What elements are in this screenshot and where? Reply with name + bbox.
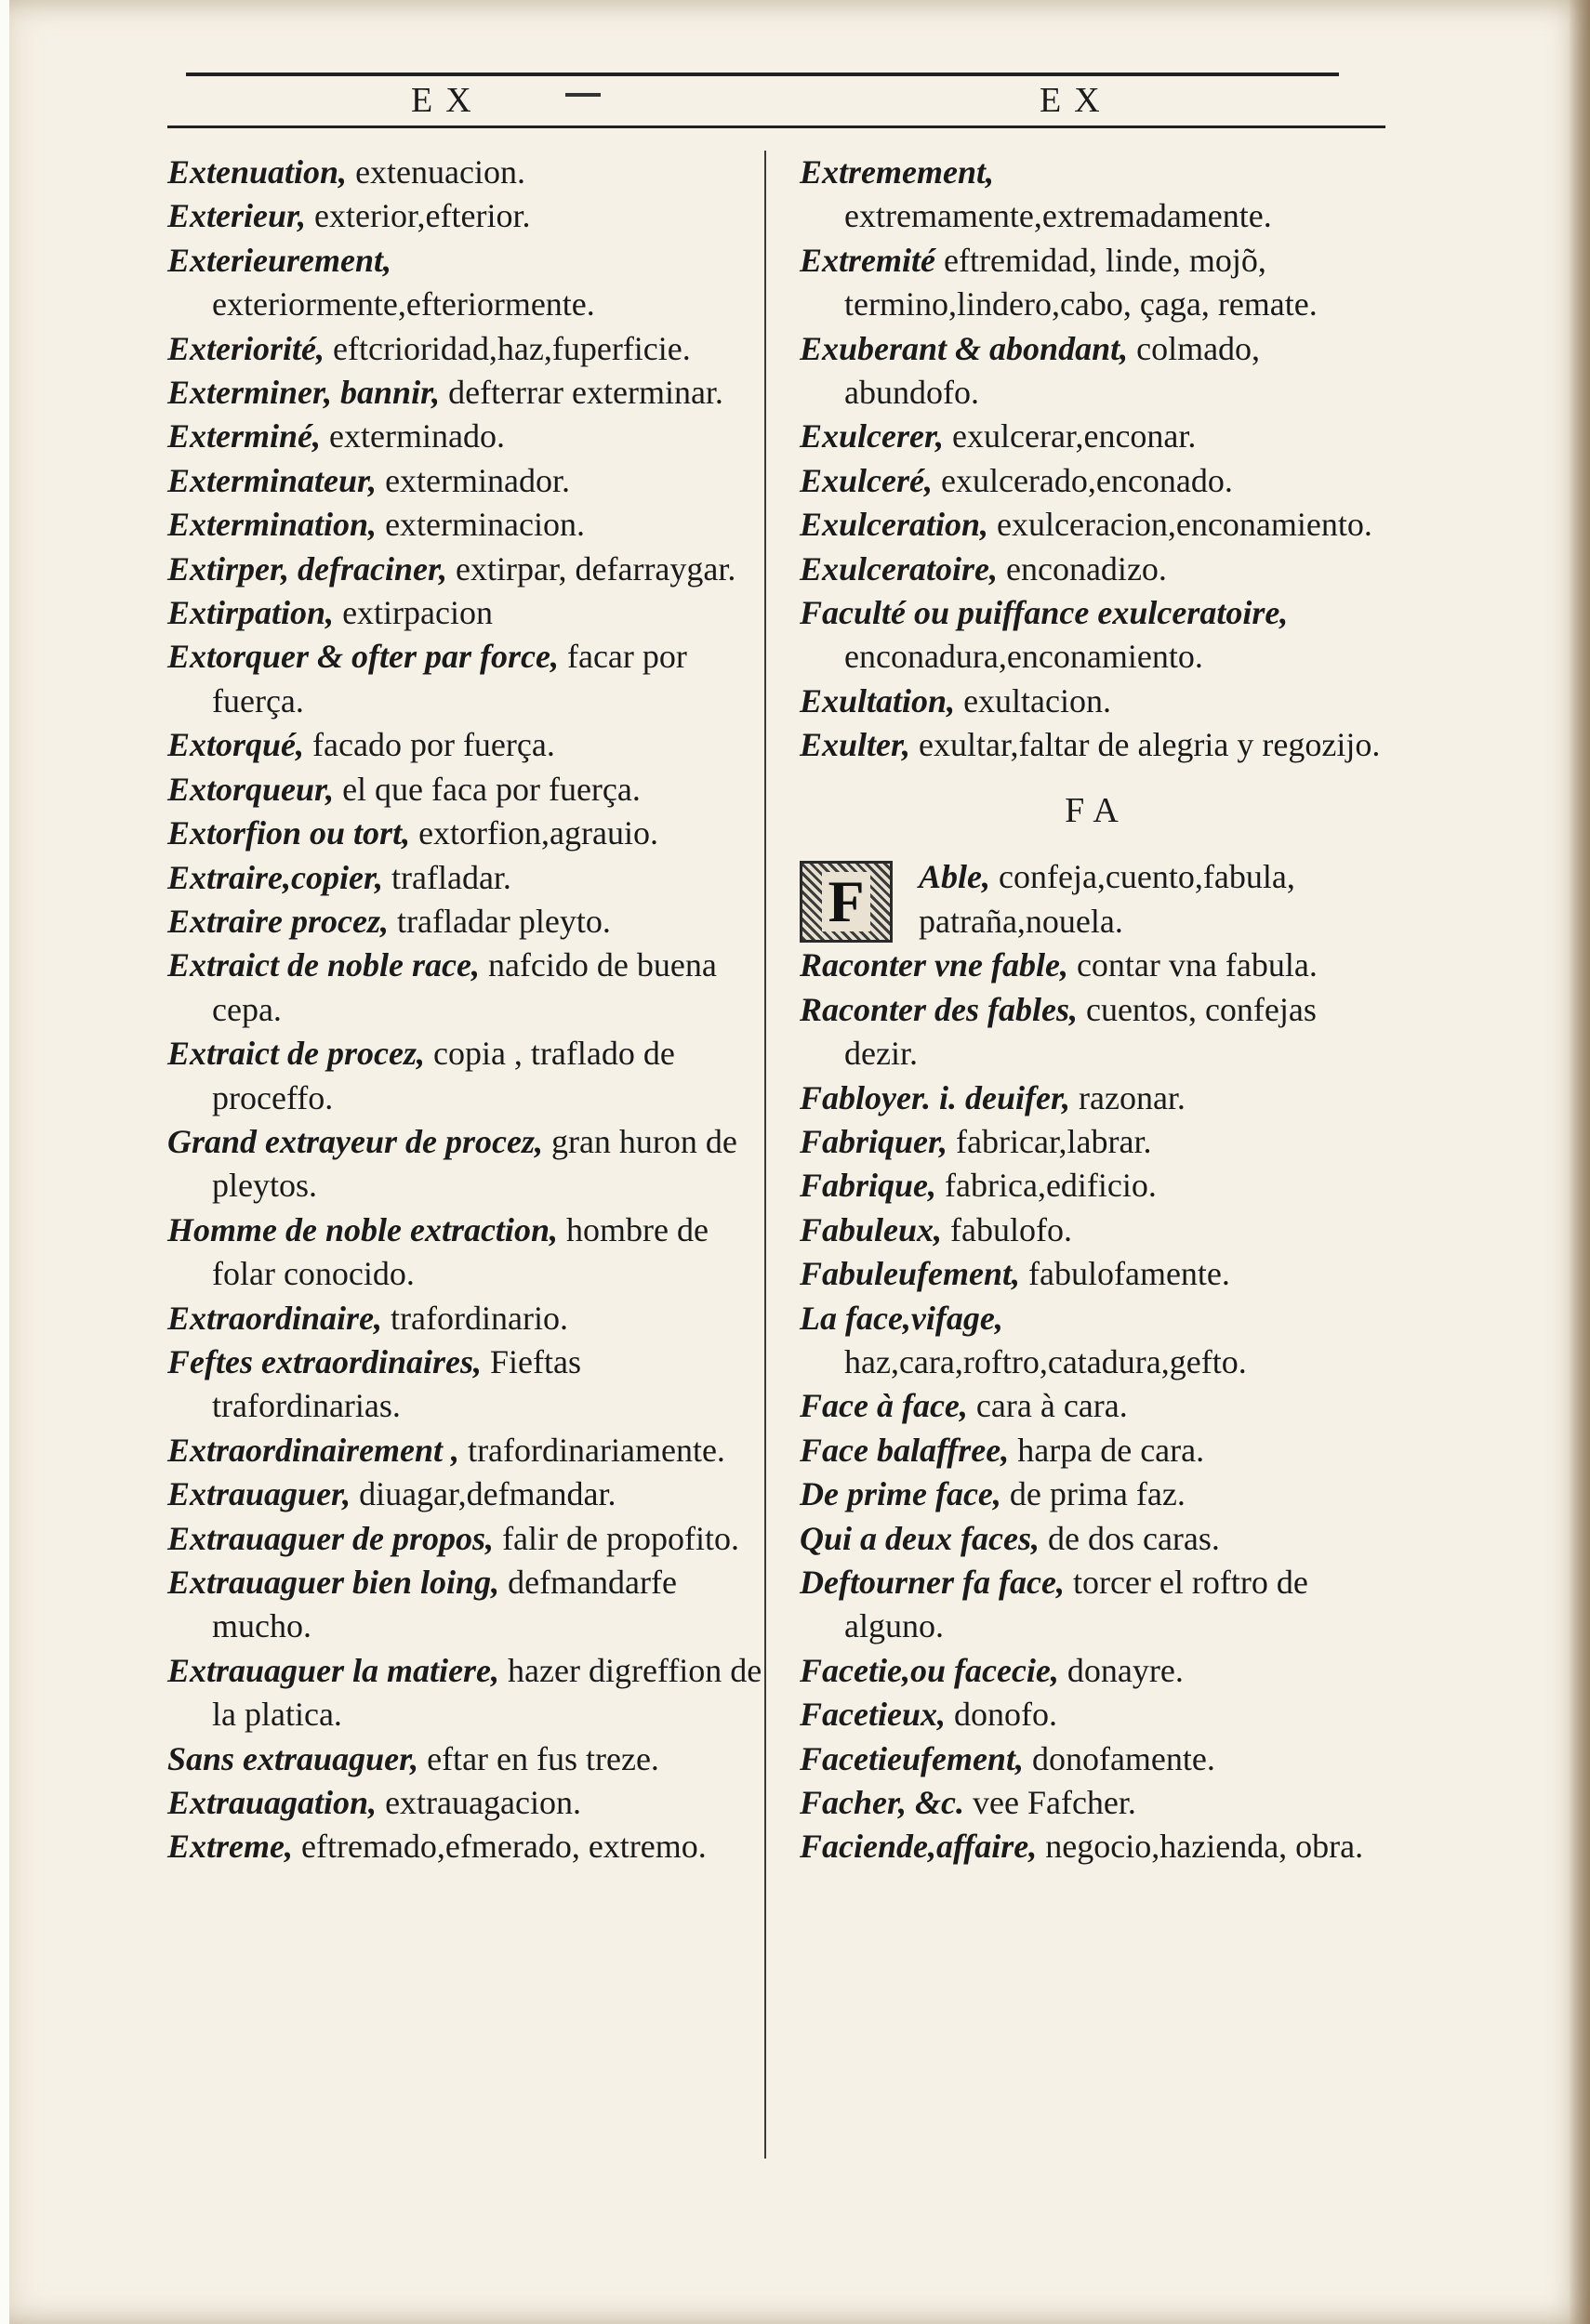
entry-gloss: exulcerado,enconado. (940, 461, 1233, 499)
entry-headword: Facetieux, (800, 1696, 946, 1734)
entry-headword: Extrauagation, (167, 1784, 378, 1822)
entry-gloss: defterrar exterminar. (448, 374, 723, 412)
right-column (800, 151, 1395, 1869)
dictionary-entry (800, 459, 1395, 503)
entry-headword: Exulceratoire, (800, 549, 998, 588)
dictionary-entry (800, 1737, 1395, 1781)
dictionary-entry (800, 1429, 1395, 1472)
entry-gloss: harpa de cara. (1017, 1431, 1205, 1469)
entry-headword: Extrauaguer la matiere, (167, 1651, 500, 1689)
dictionary-entry (167, 239, 762, 327)
entry-gloss: fabricar,labrar. (956, 1122, 1152, 1160)
section-heading-fa: FA (1065, 791, 1130, 831)
entry-headword: Exterieur, (167, 197, 307, 235)
entry-gloss: fabulofo. (950, 1210, 1073, 1248)
entry-gloss: exultar,faltar de alegria y regozijo. (919, 726, 1381, 764)
entry-headword: Exterminateur, (167, 461, 378, 499)
entry-gloss: exterminacion. (385, 506, 585, 544)
entry-headword: Qui a deux faces, (800, 1519, 1040, 1557)
dictionary-entry (167, 1825, 762, 1868)
entry-headword: Extrauaguer bien loing, (167, 1564, 500, 1601)
entry-gloss: donofo. (953, 1696, 1057, 1734)
entry-gloss: extirpacion (342, 594, 493, 632)
entry-headword: Exultation, (800, 681, 956, 720)
entry-gloss: torcer el roftro de alguno. (844, 1563, 1308, 1645)
entry-headword: Fabuleufement, (800, 1255, 1021, 1293)
dictionary-entry (800, 944, 1395, 987)
entry-gloss: exterior,efterior. (314, 197, 531, 235)
entry-gloss: eftremidad, linde, mojõ, termino,lindero,cabo, çaga, remate. (844, 241, 1318, 324)
entry-headword: Able, (919, 858, 990, 896)
dictionary-entry (800, 988, 1395, 1076)
entry-headword: Facher, &c. (800, 1784, 964, 1821)
entry-headword: Exteriorité, (167, 329, 325, 367)
entry-gloss: cuentos, confejas dezir. (844, 990, 1317, 1073)
entry-headword: Grand extrayeur de procez, (167, 1122, 543, 1160)
dictionary-entry (167, 1429, 762, 1472)
dictionary-entry (800, 239, 1395, 327)
dictionary-entry (167, 1120, 762, 1208)
entry-gloss: vee Fafcher. (973, 1784, 1136, 1821)
dictionary-entry (167, 591, 762, 635)
entry-gloss: donayre. (1067, 1651, 1184, 1689)
entry-gloss: eftcrioridad,haz,fuperficie. (333, 329, 691, 367)
entry-gloss: facar por fuerça. (212, 638, 687, 720)
entry-gloss: el que faca por fuerça. (342, 770, 641, 808)
ex-entries (800, 151, 1395, 768)
dictionary-entry (800, 415, 1395, 458)
dictionary-entry (800, 151, 1395, 239)
entry-gloss: contar vna fabula. (1076, 946, 1318, 984)
dictionary-entry (800, 855, 1395, 944)
entry-gloss: exterminador. (385, 461, 570, 499)
entry-headword: La face,vifage, (800, 1299, 1003, 1337)
dictionary-entry (800, 1472, 1395, 1516)
entry-headword: Exulceration, (800, 506, 989, 544)
dictionary-entry (167, 1517, 762, 1561)
entry-gloss: de dos caras. (1047, 1519, 1220, 1557)
dictionary-entry (167, 1649, 762, 1737)
entry-headword: Fabloyer. i. deuifer, (800, 1078, 1070, 1116)
entry-gloss: trafordinario. (391, 1299, 568, 1337)
dictionary-entry (167, 151, 762, 194)
entry-headword: Faciende,affaire, (800, 1828, 1038, 1866)
dictionary-entry (167, 371, 762, 415)
entry-gloss: extrauagacion. (385, 1784, 581, 1822)
dictionary-entry (800, 1517, 1395, 1561)
entry-gloss: trafladar. (391, 858, 511, 896)
dictionary-entry (167, 415, 762, 458)
dictionary-entry (167, 1472, 762, 1516)
left-column (167, 151, 762, 1869)
dictionary-entry (167, 1781, 762, 1825)
dictionary-entry (167, 459, 762, 503)
entry-gloss: enconadura,enconamiento. (844, 638, 1203, 676)
dictionary-entry (800, 1825, 1395, 1868)
entry-gloss: extremamente,extremadamente. (844, 197, 1272, 235)
entry-gloss: fabulofamente. (1028, 1255, 1230, 1293)
entry-gloss: extenuacion. (355, 153, 525, 191)
dictionary-entry (167, 1208, 762, 1297)
entry-headword: Extorqueur, (167, 770, 335, 808)
dictionary-entry (167, 635, 762, 723)
entry-headword: Extrauaguer, (167, 1475, 351, 1513)
running-header-left: EX (411, 81, 484, 120)
entry-gloss: negocio,hazienda, obra. (1045, 1828, 1364, 1866)
dictionary-entry (167, 856, 762, 900)
dictionary-entry (167, 723, 762, 767)
dictionary-entry (167, 1737, 762, 1781)
entry-gloss: facado por fuerça. (312, 726, 555, 764)
entry-headword: Exulter, (800, 726, 911, 764)
entry-gloss: colmado, abundofo. (844, 329, 1261, 412)
dictionary-entry (167, 1032, 762, 1120)
book-page (9, 0, 1590, 2324)
entry-headword: Extraordinaire, (167, 1299, 383, 1337)
entry-headword: Raconter des fables, (800, 990, 1078, 1028)
entry-gloss: eftremado,efmerado, extremo. (300, 1828, 707, 1866)
running-header-right: EX (1040, 81, 1113, 120)
entry-headword: Extraire procez, (167, 902, 389, 940)
entry-gloss: trafordinariamente. (468, 1431, 725, 1469)
dictionary-entry (167, 327, 762, 371)
dictionary-entry (800, 327, 1395, 416)
entry-headword: Exulceré, (800, 461, 933, 499)
entry-headword: Facetieufement, (800, 1739, 1024, 1777)
fa-entries (800, 944, 1395, 1869)
dictionary-entry (167, 1561, 762, 1649)
dictionary-entry (800, 1252, 1395, 1296)
drop-cap-ornament (800, 861, 893, 943)
entry-gloss: exulceracion,enconamiento. (997, 506, 1372, 544)
entry-gloss: cara à cara. (975, 1387, 1128, 1425)
header-rule (167, 125, 1385, 128)
dictionary-entry (800, 680, 1395, 723)
entry-headword: Deftourner fa face, (800, 1563, 1065, 1601)
entry-headword: Extraordinairement , (167, 1431, 460, 1469)
dictionary-entry (167, 768, 762, 812)
entry-headword: Homme de noble extraction, (167, 1210, 558, 1248)
entry-gloss: donofamente. (1031, 1739, 1215, 1777)
entry-gloss: de prima faz. (1009, 1475, 1186, 1513)
dictionary-entry (800, 1164, 1395, 1208)
dictionary-entry (800, 1076, 1395, 1120)
entry-headword: Exterminé, (167, 417, 322, 456)
entry-headword: Face à face, (800, 1387, 968, 1425)
dictionary-entry (800, 503, 1395, 547)
dictionary-entry (800, 1384, 1395, 1428)
dictionary-entry (800, 1297, 1395, 1385)
drop-cap-letter: F (822, 872, 869, 931)
entry-headword: Extraict de noble race, (167, 946, 480, 984)
dictionary-entry (167, 503, 762, 547)
entry-headword: Extraict de procez, (167, 1035, 425, 1073)
entry-headword: Feftes extraordinaires, (167, 1342, 482, 1380)
entry-headword: Extirper, defraciner, (167, 549, 448, 588)
entry-gloss: falir de propofito. (502, 1519, 739, 1557)
entry-headword: Exterieurement, (167, 241, 391, 279)
entry-gloss: gran huron de pleytos. (212, 1122, 737, 1205)
entry-gloss: nafcido de buena cepa. (212, 946, 717, 1028)
dictionary-entry (800, 548, 1395, 591)
dictionary-entry (800, 1120, 1395, 1164)
dictionary-entry (800, 591, 1395, 680)
dictionary-entry (167, 944, 762, 1032)
entry-headword: Facetie,ou facecie, (800, 1651, 1059, 1689)
entry-headword: Exuberant & abondant, (800, 329, 1129, 367)
entry-headword: Extirpation, (167, 594, 335, 632)
entry-headword: Extraire,copier, (167, 858, 383, 896)
dictionary-entry (167, 1297, 762, 1340)
entry-headword: Extremité (800, 241, 935, 279)
entry-gloss: enconadizo. (1006, 549, 1167, 588)
entry-headword: Face balaffree, (800, 1431, 1010, 1469)
entry-gloss: fabrica,edificio. (945, 1167, 1157, 1205)
entry-gloss: hazer digreffion de la platica. (212, 1651, 762, 1734)
entry-gloss: trafladar pleyto. (397, 902, 611, 940)
entry-headword: Extorqué, (167, 726, 305, 764)
entry-headword: Fabriquer, (800, 1122, 948, 1160)
entry-gloss: Fieftas trafordinarias. (212, 1342, 581, 1425)
entry-gloss: exteriormente,efteriormente. (212, 285, 595, 324)
dictionary-entry (167, 1340, 762, 1429)
entry-headword: Extorfion ou tort, (167, 814, 411, 852)
entry-headword: Raconter vne fable, (800, 946, 1068, 984)
entry-headword: Exterminer, bannir, (167, 374, 441, 412)
dictionary-entry (800, 1649, 1395, 1693)
entry-gloss: eftar en fus treze. (427, 1739, 659, 1777)
column-divider (764, 151, 766, 2159)
dictionary-entry (800, 1693, 1395, 1736)
entry-gloss: confeja,cuento,fabula, patraña,nouela. (919, 858, 1295, 940)
entry-headword: Faculté ou puiffance exulceratoire, (800, 594, 1289, 632)
dictionary-entry (800, 1561, 1395, 1649)
entry-headword: Extermination, (167, 506, 378, 544)
entry-headword: Fabrique, (800, 1167, 937, 1205)
entry-gloss: defmandarfe mucho. (212, 1564, 677, 1645)
dictionary-entry (167, 900, 762, 944)
entry-headword: Extenuation, (167, 153, 348, 191)
entry-gloss: razonar. (1079, 1078, 1186, 1116)
entry-gloss: exterminado. (329, 417, 505, 456)
entry-headword: Extreme, (167, 1828, 293, 1866)
entry-headword: Exulcerer, (800, 417, 945, 456)
entry-headword: De prime face, (800, 1475, 1001, 1513)
entry-gloss: copia , traflado de proceffo. (212, 1035, 675, 1116)
top-rule (186, 73, 1339, 76)
entry-gloss: diuagar,defmandar. (359, 1475, 616, 1513)
entry-headword: Sans extrauaguer, (167, 1739, 419, 1777)
entry-gloss: exulcerar,enconar. (952, 417, 1197, 456)
dictionary-entry (167, 194, 762, 238)
header-dash (565, 93, 601, 97)
entry-headword: Extorquer & ofter par force, (167, 638, 559, 676)
entry-gloss: exultacion. (963, 681, 1112, 720)
entry-headword: Extremement, (800, 153, 994, 191)
entry-headword: Fabuleux, (800, 1210, 943, 1248)
entry-gloss: extirpar, defarraygar. (456, 549, 736, 588)
entry-gloss: hombre de folar conocido. (212, 1210, 709, 1293)
entry-gloss: extorfion,agrauio. (418, 814, 658, 852)
dictionary-entry (800, 1208, 1395, 1252)
entry-headword: Extrauaguer de propos, (167, 1519, 495, 1557)
entry-gloss: haz,cara,roftro,catadura,gefto. (844, 1342, 1247, 1380)
dictionary-entry (167, 812, 762, 855)
dictionary-entry (800, 1781, 1395, 1825)
dictionary-entry (800, 723, 1395, 767)
dictionary-entry (167, 548, 762, 591)
